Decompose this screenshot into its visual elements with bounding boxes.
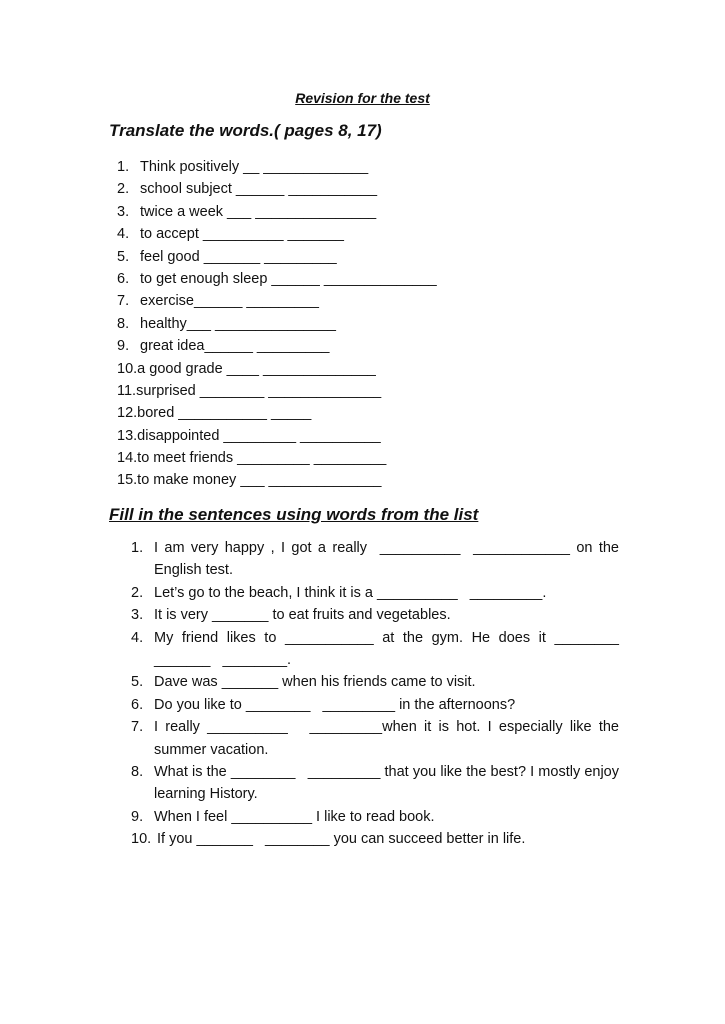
list-item [131, 671, 619, 693]
item-number: 12. [117, 405, 138, 422]
item-text: If you _______ ________ you can succeed better in life. [157, 831, 526, 848]
item-text: Let’s go to the beach, I think it is a __________ _________. [154, 584, 547, 601]
list-item [117, 425, 437, 447]
list-item [117, 290, 437, 312]
list-item [131, 716, 624, 761]
item-text: I really __________ _________when it is hot. I especially like the summer vacation. [154, 719, 624, 758]
item-number: 8. [131, 764, 144, 781]
item-number: 1. [131, 540, 144, 556]
list-item [117, 335, 437, 357]
item-text: twice a week ___ _______________ [140, 203, 377, 220]
item-number: 6. [117, 270, 130, 287]
item-number: 4. [131, 629, 144, 646]
item-text: school subject ______ ___________ [140, 181, 378, 198]
list-item [131, 694, 619, 716]
item-text: to get enough sleep ______ ______________ [140, 270, 437, 287]
item-number: 3. [131, 607, 144, 624]
item-number: 10. [131, 831, 152, 848]
item-text: disappointed _________ __________ [137, 427, 381, 444]
list-item [117, 156, 437, 178]
item-number: 2. [117, 181, 130, 198]
list-item [131, 761, 624, 806]
item-number: 13. [117, 427, 138, 444]
item-number: 2. [131, 584, 144, 601]
item-text: What is the ________ _________ that you like the best? I mostly enjoy learning History. [154, 764, 624, 803]
item-text: When I feel __________ I like to read book. [154, 808, 435, 825]
list-item [117, 402, 437, 424]
item-number: 6. [131, 696, 144, 713]
item-text: to make money ___ ______________ [137, 472, 382, 489]
item-number: 10. [117, 360, 138, 377]
item-text: I am very happy , I got a really __________ ____________ on the English test. [154, 540, 624, 579]
item-text: Think positively __ _____________ [140, 159, 369, 175]
item-number: 8. [117, 315, 130, 332]
list-item [131, 806, 619, 828]
item-text: exercise______ _________ [140, 293, 319, 310]
item-text: to meet friends _________ _________ [137, 450, 387, 467]
section-heading-fill-in: Fill in the sentences using words from the list [109, 505, 479, 524]
item-number: 1. [117, 159, 130, 175]
list-item [117, 178, 437, 200]
item-text: a good grade ____ ______________ [137, 360, 376, 377]
translate-word-list [117, 156, 437, 492]
item-number: 15. [117, 472, 138, 489]
list-item [117, 201, 437, 223]
item-text: surprised ________ ______________ [136, 382, 382, 399]
fill-in-sentence-list [131, 537, 624, 851]
item-text: great idea______ _________ [140, 338, 330, 355]
item-text: Dave was _______ when his friends came to visit. [154, 674, 476, 691]
list-item [117, 358, 437, 380]
list-item [131, 537, 624, 582]
item-number: 14. [117, 450, 138, 467]
item-text: Do you like to ________ _________ in the afternoons? [154, 696, 516, 713]
list-item [131, 582, 619, 604]
document-title: Revision for the test [295, 90, 430, 106]
item-text: healthy___ _______________ [140, 315, 336, 332]
item-text: My friend likes to ___________ at the gym. He does it ________ _______ ________. [154, 629, 624, 669]
item-number: 7. [117, 293, 130, 310]
item-number: 3. [117, 203, 130, 220]
item-text: to accept __________ _______ [140, 226, 344, 243]
list-item [117, 313, 437, 335]
list-item [131, 604, 619, 626]
list-item [117, 469, 437, 491]
item-number: 9. [131, 808, 144, 825]
section-heading-translate: Translate the words.( pages 8, 17) [109, 121, 382, 140]
item-number: 4. [117, 226, 130, 243]
item-number: 9. [117, 338, 130, 355]
list-item [117, 380, 437, 402]
list-item [131, 828, 619, 850]
item-text: It is very _______ to eat fruits and vegetables. [154, 607, 451, 624]
list-item [117, 447, 437, 469]
item-number: 7. [131, 719, 144, 736]
list-item [117, 246, 437, 268]
item-text: feel good _______ _________ [140, 248, 337, 265]
item-text: bored ___________ _____ [137, 405, 312, 422]
list-item [117, 223, 437, 245]
item-number: 5. [131, 674, 144, 691]
item-number: 5. [117, 248, 130, 265]
list-item [117, 268, 437, 290]
list-item [131, 627, 624, 672]
item-number: 11. [117, 382, 137, 399]
